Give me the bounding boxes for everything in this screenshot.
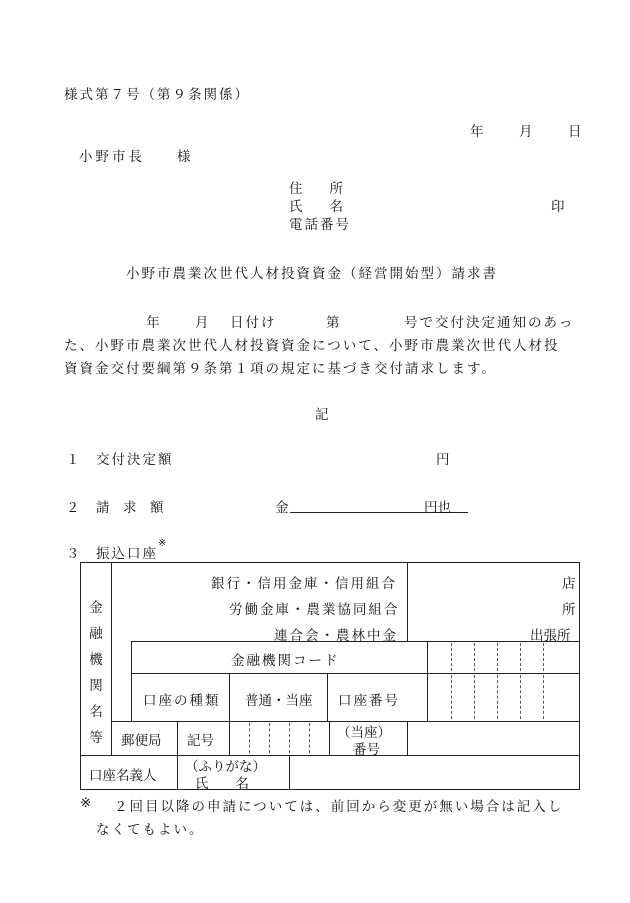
code-digit-divider <box>520 643 521 671</box>
addressee-name: 小野市長 <box>79 149 145 165</box>
item2-number: ２ <box>66 500 80 516</box>
branch-type-row3: 出張所 <box>530 628 571 644</box>
note-line1: ２回目以降の申請については、前回から変更が無い場合は記入し <box>114 799 564 815</box>
body-dated: 日付け <box>230 315 277 331</box>
current-account-label: （当座） <box>337 725 391 741</box>
branch-type-row2: 所 <box>562 602 576 618</box>
form-number: 様式第７号（第９条関係） <box>64 87 250 103</box>
account-digit-divider <box>543 675 544 719</box>
item1-unit: 円 <box>436 452 450 468</box>
code-digit-divider <box>497 643 498 671</box>
body-year: 年 <box>146 315 160 331</box>
col-line <box>329 721 330 755</box>
item2-suffix: 円也 <box>424 500 451 516</box>
note-mark: ※ <box>80 795 92 811</box>
symbol-digit-divider <box>249 723 250 753</box>
document-title: 小野市農業次世代人材投資資金（経営開始型）請求書 <box>126 266 498 282</box>
date-day: 日 <box>568 124 582 140</box>
date-year: 年 <box>470 124 484 140</box>
branch-type-row1: 店 <box>562 576 576 592</box>
account-digit-divider <box>520 675 521 719</box>
col-line <box>131 641 132 721</box>
ki-mark: 記 <box>315 407 329 423</box>
item3-number: ３ <box>66 546 80 562</box>
holder-name-label: 氏 名 <box>195 776 249 792</box>
col-line <box>289 755 290 789</box>
item1-label: 交付決定額 <box>96 452 174 468</box>
post-office-label: 郵便局 <box>121 733 162 749</box>
addressee-honorific: 様 <box>177 149 191 165</box>
item3-label: 振込口座 <box>96 546 158 562</box>
item2-label: 請 求 額 <box>96 500 164 516</box>
item1-number: １ <box>66 452 80 468</box>
bank-type-row1: 銀行・信用金庫・信用組合 <box>211 576 397 592</box>
account-number-label: 口座番号 <box>338 693 400 709</box>
code-digit-divider <box>451 643 452 671</box>
symbol-digit-divider <box>309 723 310 753</box>
bank-type-row3: 連合会・農林中金 <box>274 628 398 644</box>
account-digit-divider <box>497 675 498 719</box>
account-digit-divider <box>451 675 452 719</box>
col-line <box>407 721 408 755</box>
row-line <box>131 673 580 674</box>
name-label: 氏 名 <box>289 199 343 215</box>
symbol-digit-divider <box>269 723 270 753</box>
item3-mark: ※ <box>158 538 167 549</box>
symbol-label: 記号 <box>187 733 214 749</box>
code-digit-divider <box>543 643 544 671</box>
furigana-label: （ふりがな） <box>185 759 266 775</box>
account-digit-divider <box>474 675 475 719</box>
account-holder-label: 口座名義人 <box>89 768 157 784</box>
institution-code-label: 金融機関コード <box>231 653 340 669</box>
account-type-label: 口座の種類 <box>143 693 221 709</box>
current-account-number-label: 番号 <box>353 742 380 758</box>
body-line2: た、小野市農業次世代人材投資資金について、小野市農業次世代人材投 <box>64 338 560 354</box>
col-line <box>327 673 328 721</box>
bank-type-row2: 労働金庫・農業協同組合 <box>229 602 400 618</box>
code-digit-divider <box>474 643 475 671</box>
col-line <box>111 563 112 755</box>
item2-prefix: 金 <box>275 500 289 516</box>
address-label: 住 所 <box>289 181 343 197</box>
body-no-prefix: 第 <box>326 315 340 331</box>
col-line <box>407 563 408 641</box>
col-line <box>229 673 230 755</box>
seal-mark: 印 <box>551 199 565 215</box>
institution-vertical-label: 金 融 機 関 名 等 <box>89 600 103 746</box>
symbol-digit-divider <box>289 723 290 753</box>
body-line3: 資資金交付要綱第９条第１項の規定に基づき交付請求します。 <box>64 361 497 377</box>
col-line <box>177 721 178 789</box>
note-line2: なくてもよい。 <box>96 822 205 838</box>
phone-label: 電話番号 <box>289 217 351 233</box>
row-line <box>81 755 580 756</box>
date-month: 月 <box>519 124 533 140</box>
body-line1-rest: 号で交付決定通知のあっ <box>404 315 575 331</box>
bank-account-table <box>80 562 580 790</box>
account-type-value: 普通・当座 <box>245 693 313 709</box>
body-month: 月 <box>195 315 209 331</box>
col-line <box>427 641 428 721</box>
